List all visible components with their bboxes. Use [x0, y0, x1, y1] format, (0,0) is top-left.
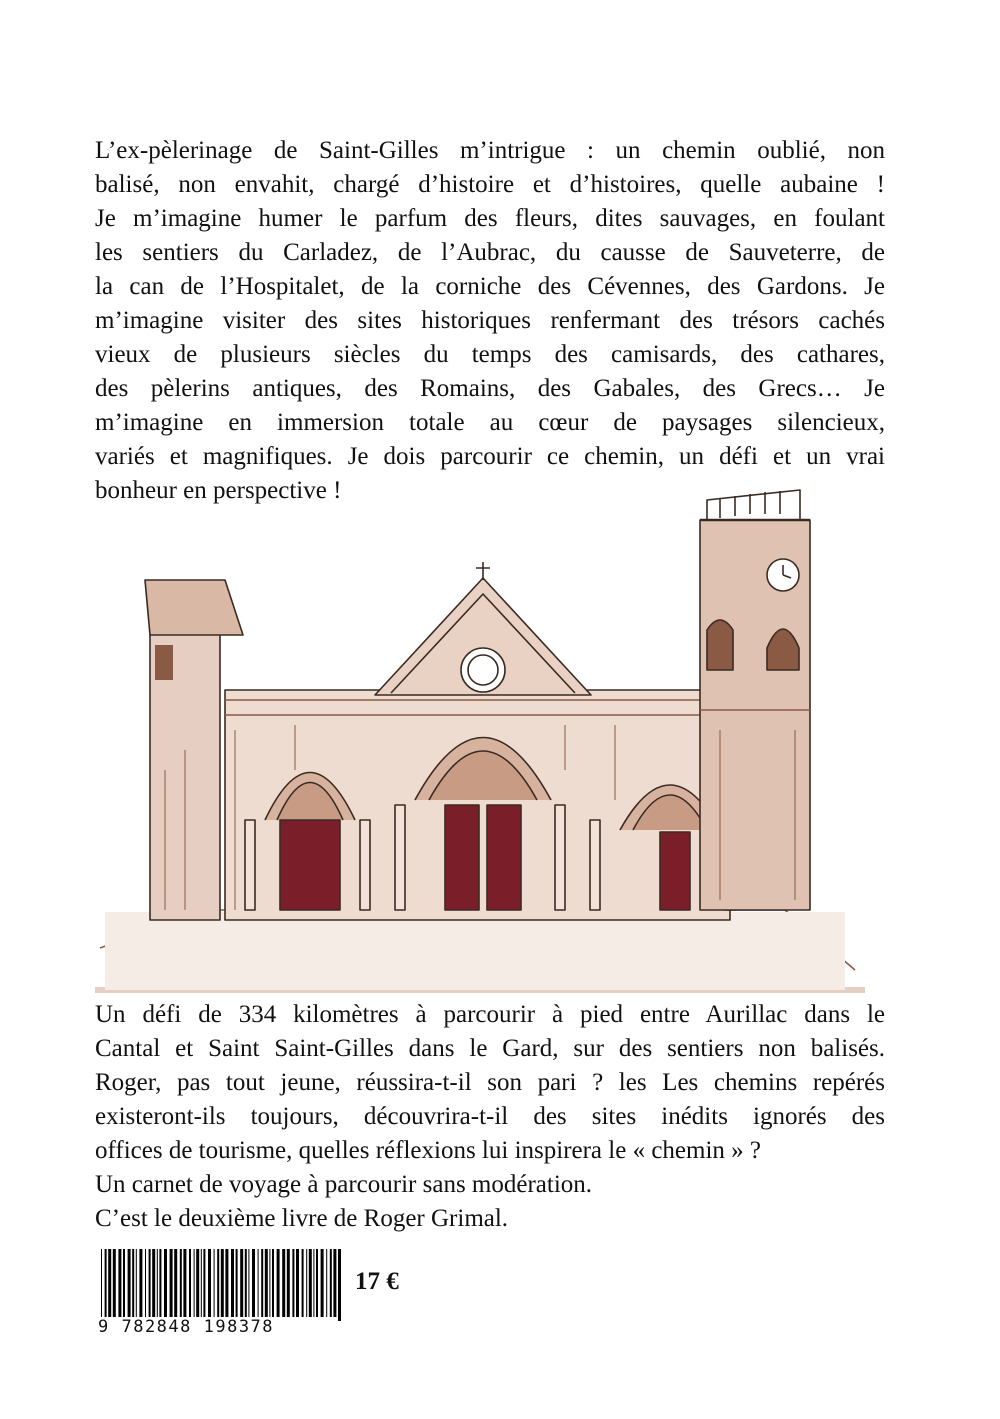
- barcode-bar: [261, 1249, 263, 1321]
- text-line: bonheur en perspective !: [95, 477, 342, 504]
- text-line: Un défi de 334 kilomètres à parcourir à pied entre Aurillac dans le: [95, 1001, 885, 1028]
- barcode-bar: [113, 1249, 116, 1321]
- barcode-bar: [236, 1249, 238, 1321]
- barcode-bar: [196, 1249, 199, 1321]
- barcode-bar: [269, 1249, 270, 1321]
- barcode-bar: [302, 1249, 304, 1321]
- barcode-bar: [292, 1249, 294, 1321]
- barcode-bar: [306, 1249, 307, 1321]
- barcode-bar: [164, 1249, 167, 1321]
- barcode-bar: [296, 1249, 299, 1321]
- barcode-bar: [330, 1249, 332, 1321]
- text-line: m’imagine en immersion totale au cœur de paysages silencieux,: [95, 409, 885, 436]
- barcode-bar: [316, 1249, 318, 1321]
- barcode-bar: [248, 1249, 249, 1321]
- barcode-bar: [321, 1249, 324, 1321]
- barcode-bar: [203, 1249, 205, 1321]
- barcode-bar: [136, 1249, 137, 1321]
- text-line: variés et magnifiques. Je dois parcourir ce chemin, un défi et un vrai: [95, 443, 885, 470]
- barcode-bar: [201, 1249, 202, 1321]
- barcode-bar: [326, 1249, 327, 1321]
- barcode-bar: [277, 1249, 280, 1321]
- text-line: offices de tourisme, quelles réflexions lui inspirera le « chemin » ?: [95, 1137, 762, 1164]
- barcode-bar: [101, 1249, 102, 1321]
- text-line: des pèlerins antiques, des Romains, des Gabales, des Grecs… Je: [95, 375, 885, 402]
- text-line: les sentiers du Carladez, de l’Aubrac, du causse de Sauveterre, de: [95, 239, 885, 266]
- barcode-bar: [183, 1249, 186, 1321]
- barcode-bar: [105, 1249, 107, 1321]
- barcode-bar: [272, 1249, 274, 1321]
- barcode-bar: [217, 1249, 219, 1321]
- text-line: la can de l’Hospitalet, de la corniche des Cévennes, des Gardons. Je: [95, 273, 885, 300]
- barcode-bar: [214, 1249, 215, 1321]
- barcode-bar: [157, 1249, 158, 1321]
- text-line: L’ex-pèlerinage de Saint-Gilles m’intrigue : un chemin oublié, non: [95, 137, 885, 164]
- barcode-bar: [333, 1249, 336, 1321]
- barcode-bar: [282, 1249, 285, 1321]
- barcode-bar: [132, 1249, 134, 1321]
- price-label: 17 €: [355, 1268, 399, 1295]
- text-line: vieux de plusieurs siècles du temps des camisards, des cathares,: [95, 341, 885, 368]
- barcode-bar: [309, 1249, 312, 1321]
- barcode-bar: [108, 1249, 111, 1321]
- isbn-number: 9 782848 198378: [98, 1317, 338, 1337]
- barcode-bar: [149, 1249, 151, 1321]
- barcode-bar: [159, 1249, 161, 1321]
- barcode-bar: [152, 1249, 155, 1321]
- barcode-bar: [128, 1249, 131, 1321]
- barcode-bar: [139, 1249, 142, 1321]
- text-line: existeront-ils toujours, découvrira-t-il des sites inédits ignorés des: [95, 1103, 885, 1130]
- barcode-bar: [240, 1249, 243, 1321]
- text-line: balisé, non envahit, chargé d’histoire et d’histoires, quelle aubaine !: [95, 171, 885, 198]
- barcode-bar: [231, 1249, 234, 1321]
- barcode-bar: [245, 1249, 247, 1321]
- abbey-church-illustration: [95, 470, 865, 1000]
- barcode-bar: [221, 1249, 224, 1321]
- barcode-bar: [180, 1249, 182, 1321]
- barcode-bar: [225, 1249, 228, 1321]
- back-cover-blurb-bottom: [95, 998, 885, 1236]
- barcode-bar: [208, 1249, 211, 1321]
- barcode-bar: [338, 1249, 341, 1321]
- barcode-bar: [123, 1249, 125, 1321]
- text-line: Un carnet de voyage à parcourir sans modération.: [95, 1171, 593, 1198]
- text-line: Roger, pas tout jeune, réussira-t-il son pari ? les Les chemins repérés: [95, 1069, 885, 1096]
- barcode-bar: [145, 1249, 146, 1321]
- barcode-bar: [258, 1249, 259, 1321]
- barcode-bar: [170, 1249, 173, 1321]
- text-line: Cantal et Saint Saint-Gilles dans le Gard, sur des sentiers non balisés.: [95, 1035, 885, 1062]
- barcode-bar: [265, 1249, 268, 1321]
- barcode-bar: [287, 1249, 290, 1321]
- text-line: Je m’imagine humer le parfum des fleurs, dites sauvages, en foulant: [95, 205, 885, 232]
- barcode-bar: [118, 1249, 121, 1321]
- barcode-bar: [252, 1249, 255, 1321]
- text-line: C’est le deuxième livre de Roger Grimal.: [95, 1205, 509, 1232]
- barcode-bar: [174, 1249, 177, 1321]
- back-cover-blurb-top: [95, 134, 885, 508]
- barcode-bar: [189, 1249, 191, 1321]
- barcode-bar: [194, 1249, 195, 1321]
- text-line: m’imagine visiter des sites historiques renfermant des trésors cachés: [95, 307, 885, 334]
- barcode-bar: [313, 1249, 314, 1321]
